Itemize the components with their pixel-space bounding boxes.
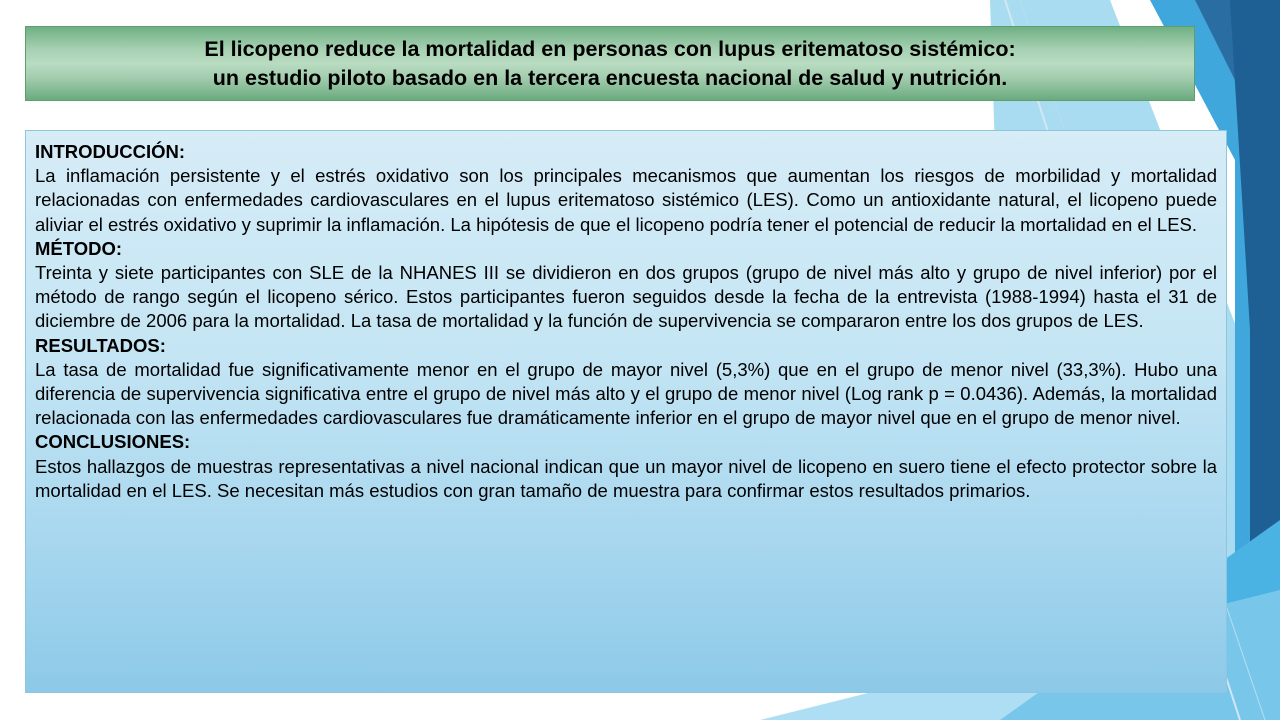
title-box	[25, 26, 1195, 101]
abstract-panel	[25, 130, 1227, 693]
section-resultados	[35, 334, 1217, 431]
section-metodo	[35, 237, 1217, 334]
title-line-1: El licopeno reduce la mortalidad en personas con lupus eritematoso sistémico:	[204, 36, 1016, 61]
section-body: La tasa de mortalidad fue significativamente menor en el grupo de mayor nivel (5,3%) que en el grupo de menor nivel (33,3%). Hubo una diferencia de supervivencia significativa entre el grupo de nivel más alto y el grupo de menor nivel (Log rank p = 0.0436). Además, la mortalidad relacionada con las enfermedades cardiovasculares fue dramáticamente inferior en el grupo de mayor nivel que en el grupo de menor nivel.	[35, 358, 1217, 429]
title-line-2: un estudio piloto basado en la tercera encuesta nacional de salud y nutrición.	[212, 65, 1008, 90]
section-heading: RESULTADOS:	[35, 334, 166, 356]
section-body: Treinta y siete participantes con SLE de la NHANES III se dividieron en dos grupos (grupo de nivel más alto y grupo de nivel inferior) por el método de rango según el licopeno sérico. Estos participantes fueron seguidos desde la fecha de la entrevista (1988-1994) hasta el 31 de diciembre de 2006 para la mortalidad. La tasa de mortalidad y la función de supervivencia se compararon entre los dos grupos de LES.	[35, 262, 1217, 332]
section-conclusiones	[35, 430, 1217, 503]
section-heading: CONCLUSIONES:	[35, 431, 191, 453]
section-introduccion	[35, 140, 1217, 237]
section-body: La inflamación persistente y el estrés oxidativo son los principales mecanismos que aumentan los riesgos de morbilidad y mortalidad relacionadas con enfermedades cardiovasculares en el lupus eritematoso sistémico (LES). Como un antioxidante natural, el licopeno puede aliviar el estrés oxidativo y suprimir la inflamación. La hipótesis de que el licopeno podría tener el potencial de reducir la mortalidad en el LES.	[35, 165, 1217, 235]
section-body: Estos hallazgos de muestras representativas a nivel nacional indican que un mayor nivel de licopeno en suero tiene el efecto protector sobre la mortalidad en el LES. Se necesitan más estudios con gran tamaño de muestra para confirmar estos resultados primarios.	[35, 455, 1217, 501]
section-heading: MÉTODO:	[35, 237, 123, 259]
section-heading: INTRODUCCIÓN:	[35, 141, 186, 162]
